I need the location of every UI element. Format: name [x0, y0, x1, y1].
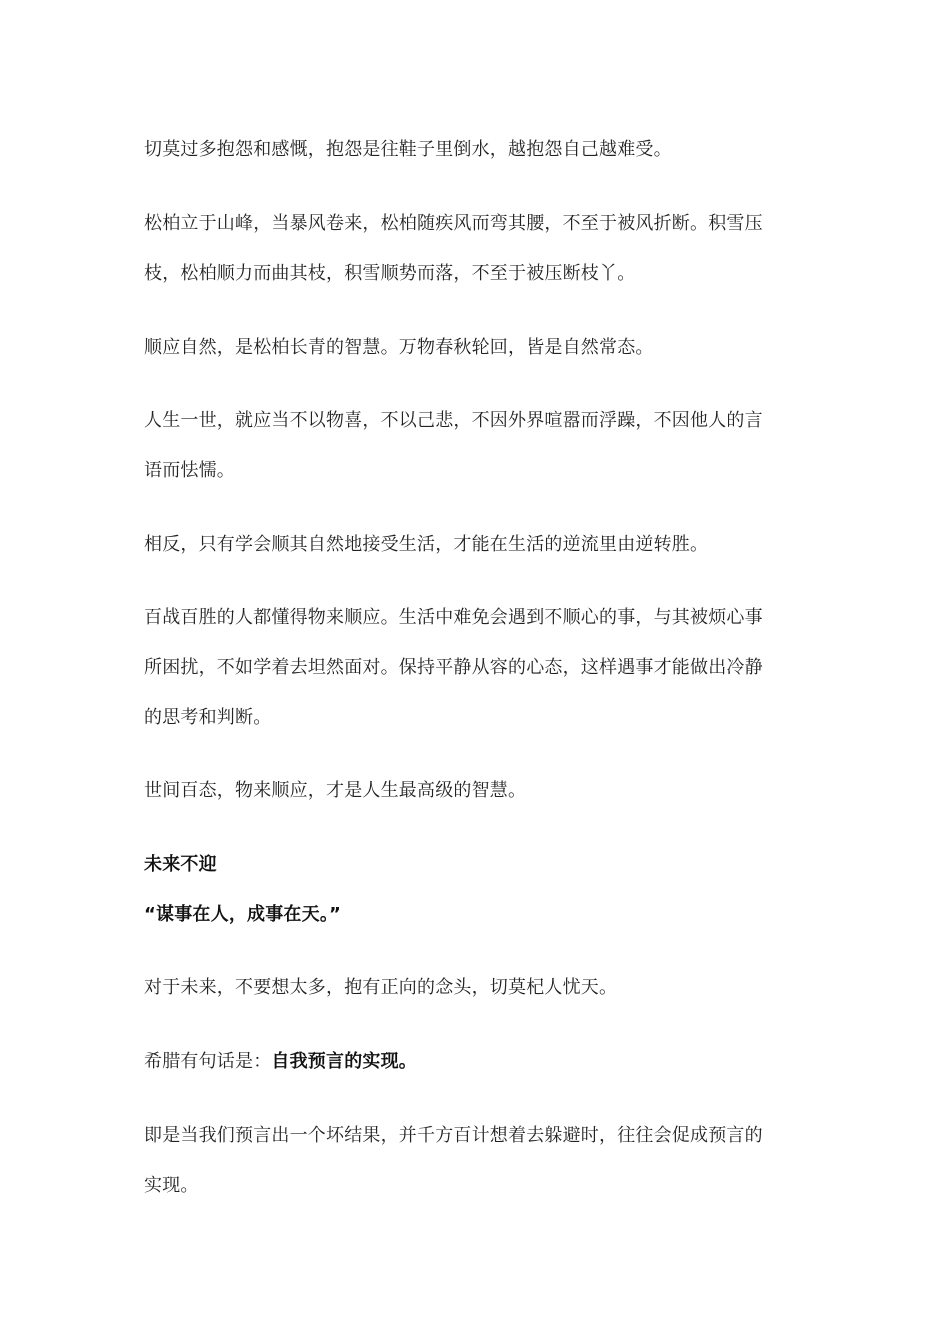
paragraph-line: 人生一世，就应当不以物喜，不以己悲，不因外界喧嚣而浮躁，不因他人的言 — [144, 410, 763, 431]
paragraph-line — [144, 1049, 814, 1075]
paragraph-line: 世间百态，物来顺应，才是人生最高级的智慧。 — [144, 780, 527, 801]
paragraph-line: 所困扰，不如学着去坦然面对。保持平静从容的心态，这样遇事才能做出冷静 — [144, 657, 763, 678]
section-heading — [144, 852, 814, 878]
paragraph-greek-saying — [144, 1049, 814, 1075]
paragraph-nature — [144, 335, 814, 361]
paragraph-life — [144, 408, 814, 484]
paragraph-line: 切莫过多抱怨和感慨，抱怨是往鞋子里倒水，越抱怨自己越难受。 — [144, 139, 672, 160]
paragraph-line: 的思考和判断。 — [144, 707, 272, 728]
paragraph-contrary — [144, 532, 814, 558]
paragraph-line: 顺应自然，是松柏长青的智慧。万物春秋轮回，皆是自然常态。 — [144, 337, 654, 358]
paragraph-line: 松柏立于山峰，当暴风卷来，松柏随疾风而弯其腰，不至于被风折断。积雪压 — [144, 213, 763, 234]
quote — [144, 902, 814, 928]
paragraph-line: 语而怯懦。 — [144, 460, 235, 481]
paragraph-line: 百战百胜的人都懂得物来顺应。生活中难免会遇到不顺心的事，与其被烦心事 — [144, 607, 763, 628]
paragraph-line: 相反，只有学会顺其自然地接受生活，才能在生活的逆流里由逆转胜。 — [144, 534, 709, 555]
paragraph-line: 实现。 — [144, 1175, 199, 1196]
paragraph-line: 枝，松柏顺力而曲其枝，积雪顺势而落，不至于被压断枝丫。 — [144, 263, 636, 284]
paragraph-future — [144, 975, 814, 1001]
paragraph-complaint — [144, 137, 814, 163]
heading-text: 未来不迎 — [144, 854, 217, 875]
paragraph-prophecy — [144, 1123, 814, 1199]
paragraph-line: 对于未来，不要想太多，抱有正向的念头，切莫杞人忧天。 — [144, 977, 618, 998]
paragraph-pine — [144, 211, 814, 287]
saying-prefix: 希腊有句话是： — [144, 1051, 272, 1072]
paragraph-line: 即是当我们预言出一个坏结果，并千方百计想着去躲避时，往往会促成预言的 — [144, 1125, 763, 1146]
quote-text: “谋事在人，成事在天。” — [144, 904, 342, 925]
paragraph-wisdom — [144, 778, 814, 804]
paragraph-winner — [144, 605, 814, 731]
saying-bold: 自我预言的实现。 — [271, 1051, 418, 1072]
